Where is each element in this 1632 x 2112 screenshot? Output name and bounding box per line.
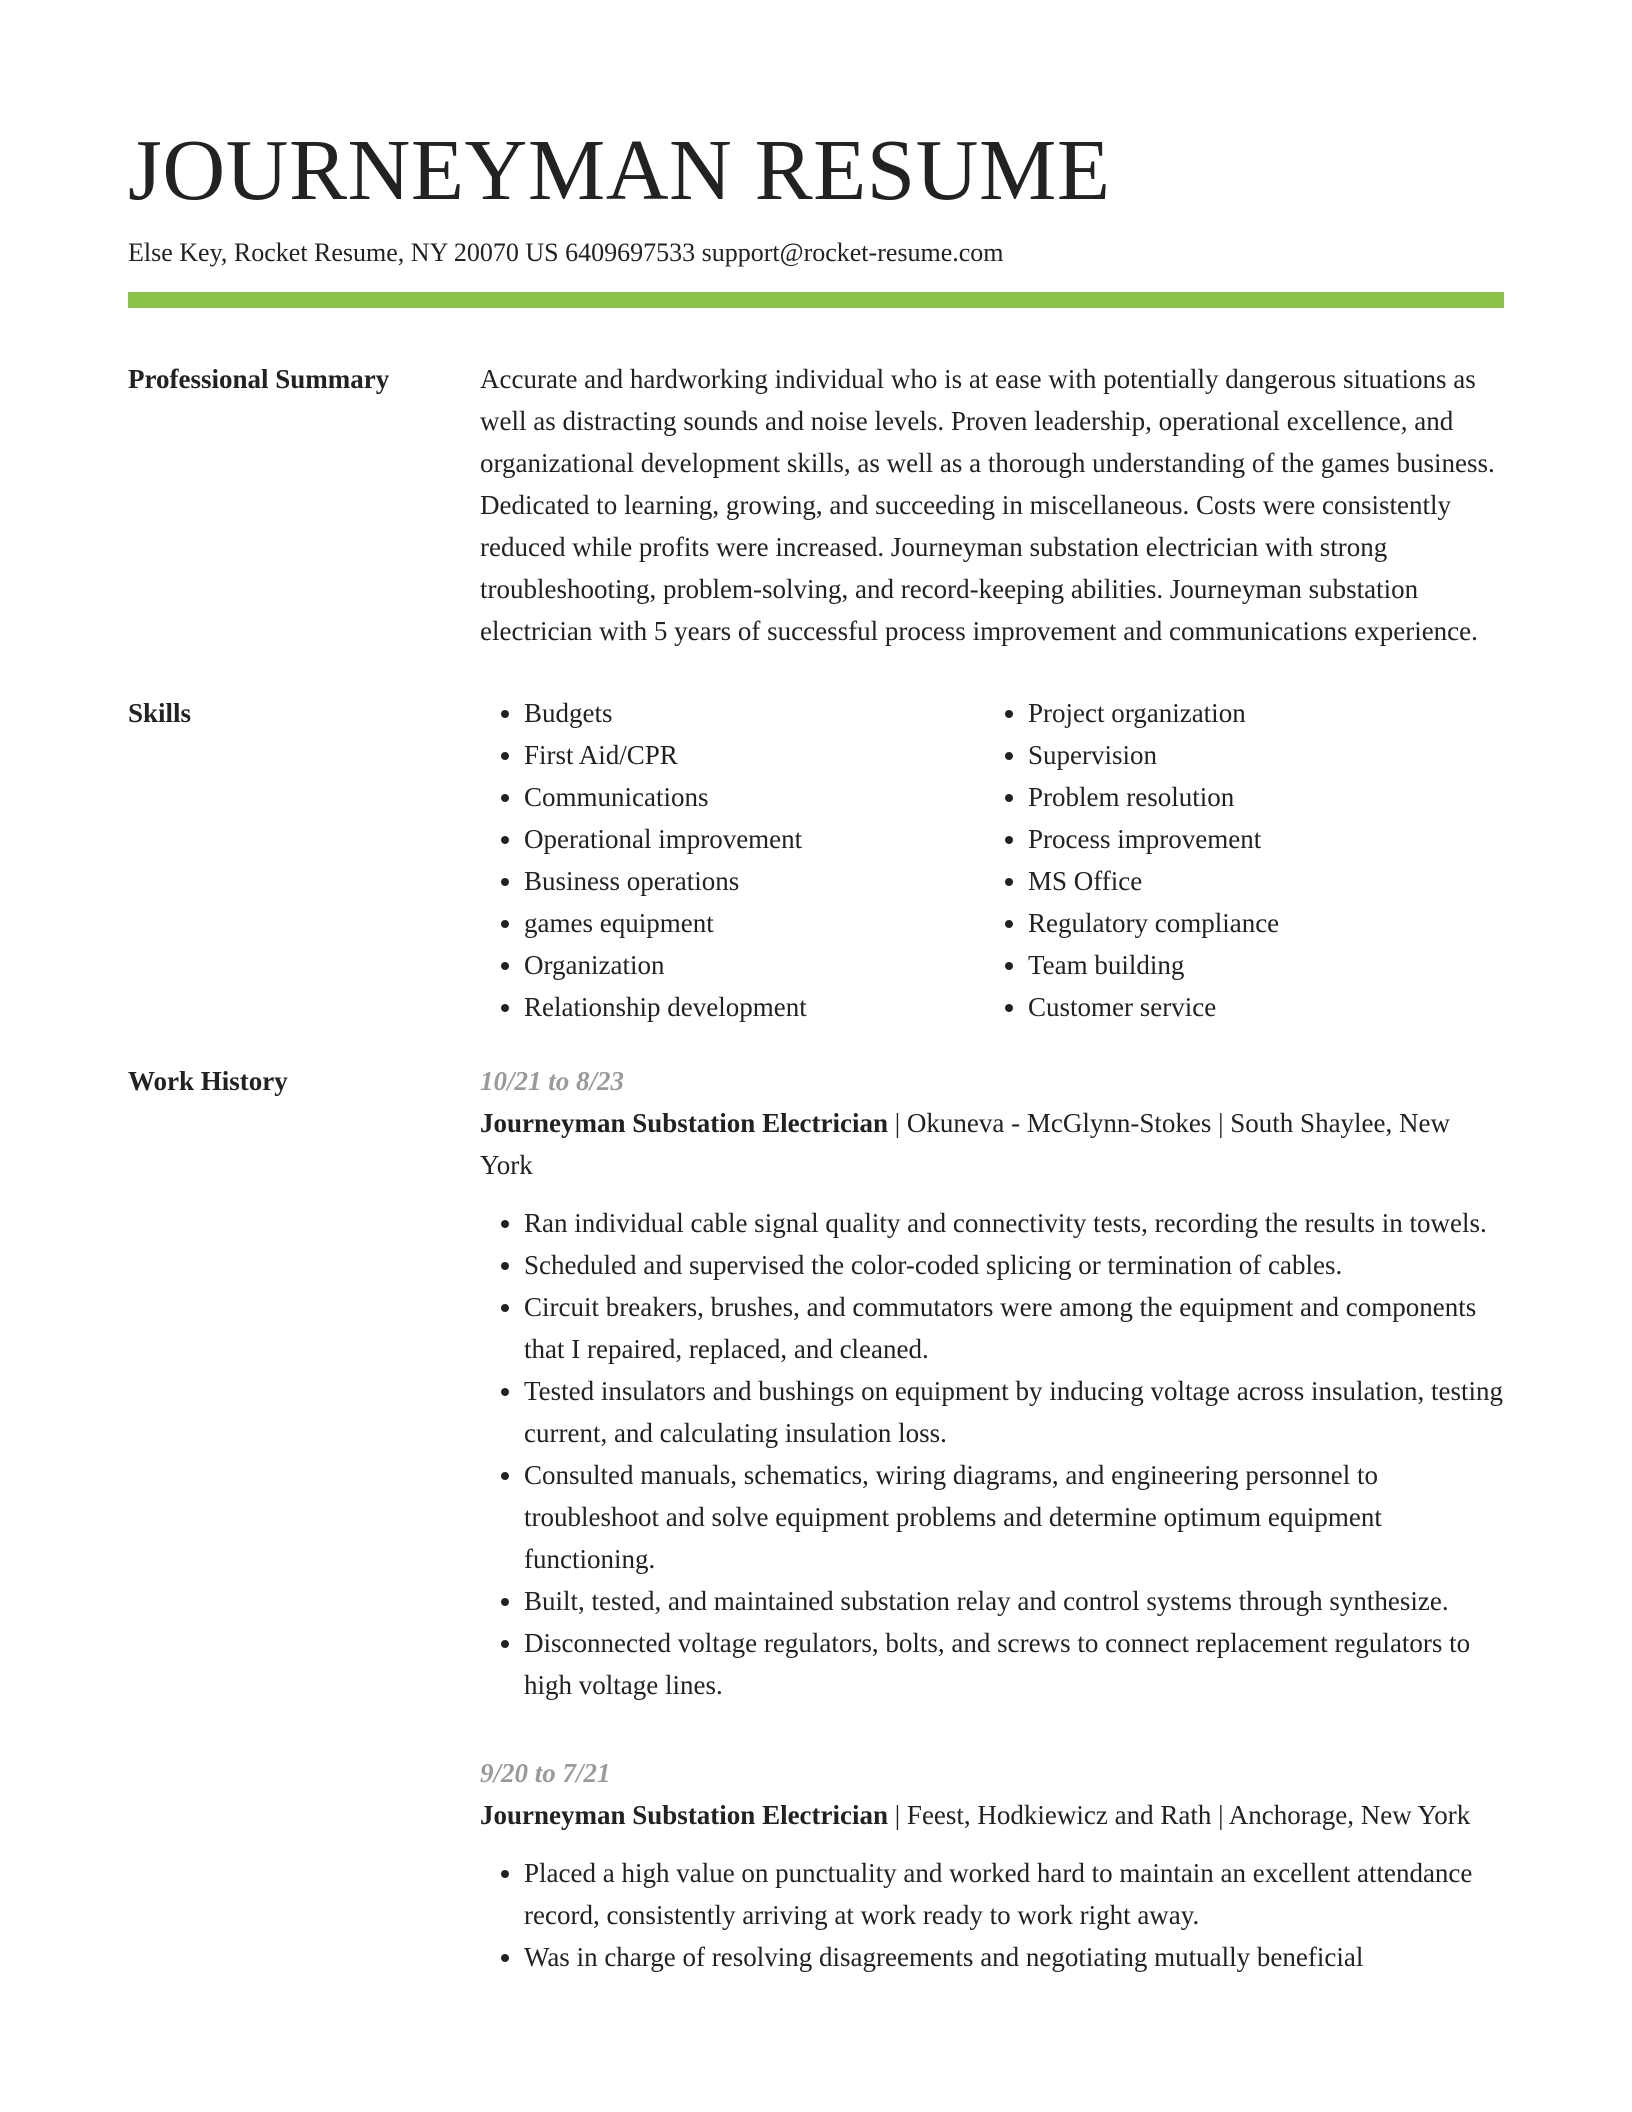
skill-item: • Process improvement	[1028, 818, 1488, 860]
skill-item: • Business operations	[524, 860, 984, 902]
job-bullet: • Ran individual cable signal quality and connectivity tests, recording the results in towels.	[524, 1202, 1504, 1244]
skill-item: • Relationship development	[524, 986, 984, 1028]
skills-section	[128, 692, 1504, 1028]
skill-item: • Problem resolution	[1028, 776, 1488, 818]
skill-item: • games equipment	[524, 902, 984, 944]
job-details: | Okuneva - McGlynn-Stokes | South Shaylee, New York	[480, 1108, 1451, 1180]
job-header	[480, 1102, 1504, 1186]
job-entry	[480, 1752, 1504, 1978]
contact-line: Else Key, Rocket Resume, NY 20070 US 6409697533 support@rocket-resume.com	[128, 238, 1004, 267]
summary-section	[128, 358, 1504, 652]
job-bullet: • Circuit breakers, brushes, and commutators were among the equipment and components that I repaired, replaced, and cleaned.	[524, 1286, 1504, 1370]
skill-item: • MS Office	[1028, 860, 1488, 902]
summary-text: Accurate and hardworking individual who is at ease with potentially dangerous situations as well as distracting sounds and noise levels. Proven leadership, operational excellence, and organizational development skills, as well as a thorough understanding of the games business. Dedicated to learning, growing, and succeeding in miscellaneous. Costs were consistently reduced while profits were increased. Journeyman substation electrician with strong troubleshooting, problem-solving, and record-keeping abilities. Journeyman substation electrician with 5 years of successful process improvement and communications experience.	[480, 364, 1495, 646]
skills-list-left	[480, 692, 984, 1028]
skill-item: • Operational improvement	[524, 818, 984, 860]
skill-item: • Regulatory compliance	[1028, 902, 1488, 944]
skills-list-right	[984, 692, 1488, 1028]
work-history-section	[128, 1060, 1504, 2024]
skill-item: • Project organization	[1028, 692, 1488, 734]
job-title: Journeyman Substation Electrician	[480, 1108, 889, 1138]
job-bullet: • Placed a high value on punctuality and worked hard to maintain an excellent attendance record, consistently arriving at work ready to work right away.	[524, 1852, 1504, 1936]
job-dates: 9/20 to 7/21	[480, 1758, 611, 1788]
job-bullet: • Disconnected voltage regulators, bolts, and screws to connect replacement regulators to high voltage lines.	[524, 1622, 1504, 1706]
job-details: | Feest, Hodkiewicz and Rath | Anchorage, New York	[888, 1800, 1471, 1830]
section-label-work: Work History	[128, 1066, 288, 1096]
job-entry	[480, 1060, 1504, 1706]
skill-item: • Customer service	[1028, 986, 1488, 1028]
job-bullet: • Was in charge of resolving disagreements and negotiating mutually beneficial	[524, 1936, 1504, 1978]
accent-divider	[128, 292, 1504, 308]
skill-item: • Supervision	[1028, 734, 1488, 776]
job-header	[480, 1794, 1504, 1836]
skill-item: • Budgets	[524, 692, 984, 734]
resume-title: JOURNEYMAN RESUME	[128, 121, 1111, 218]
job-title: Journeyman Substation Electrician	[480, 1800, 889, 1830]
job-dates: 10/21 to 8/23	[480, 1066, 625, 1096]
skill-item: • Organization	[524, 944, 984, 986]
job-bullet: • Built, tested, and maintained substation relay and control systems through synthesize.	[524, 1580, 1504, 1622]
job-bullets	[480, 1202, 1504, 1706]
job-bullet: • Consulted manuals, schematics, wiring diagrams, and engineering personnel to troubleshoot and solve equipment problems and determine optimum equipment functioning.	[524, 1454, 1504, 1580]
job-bullet: • Scheduled and supervised the color-coded splicing or termination of cables.	[524, 1244, 1504, 1286]
job-bullets	[480, 1852, 1504, 1978]
skill-item: • Team building	[1028, 944, 1488, 986]
section-label-skills: Skills	[128, 698, 192, 728]
job-bullet: • Tested insulators and bushings on equipment by inducing voltage across insulation, testing current, and calculating insulation loss.	[524, 1370, 1504, 1454]
skill-item: • Communications	[524, 776, 984, 818]
section-label-summary: Professional Summary	[128, 364, 390, 394]
skill-item: • First Aid/CPR	[524, 734, 984, 776]
